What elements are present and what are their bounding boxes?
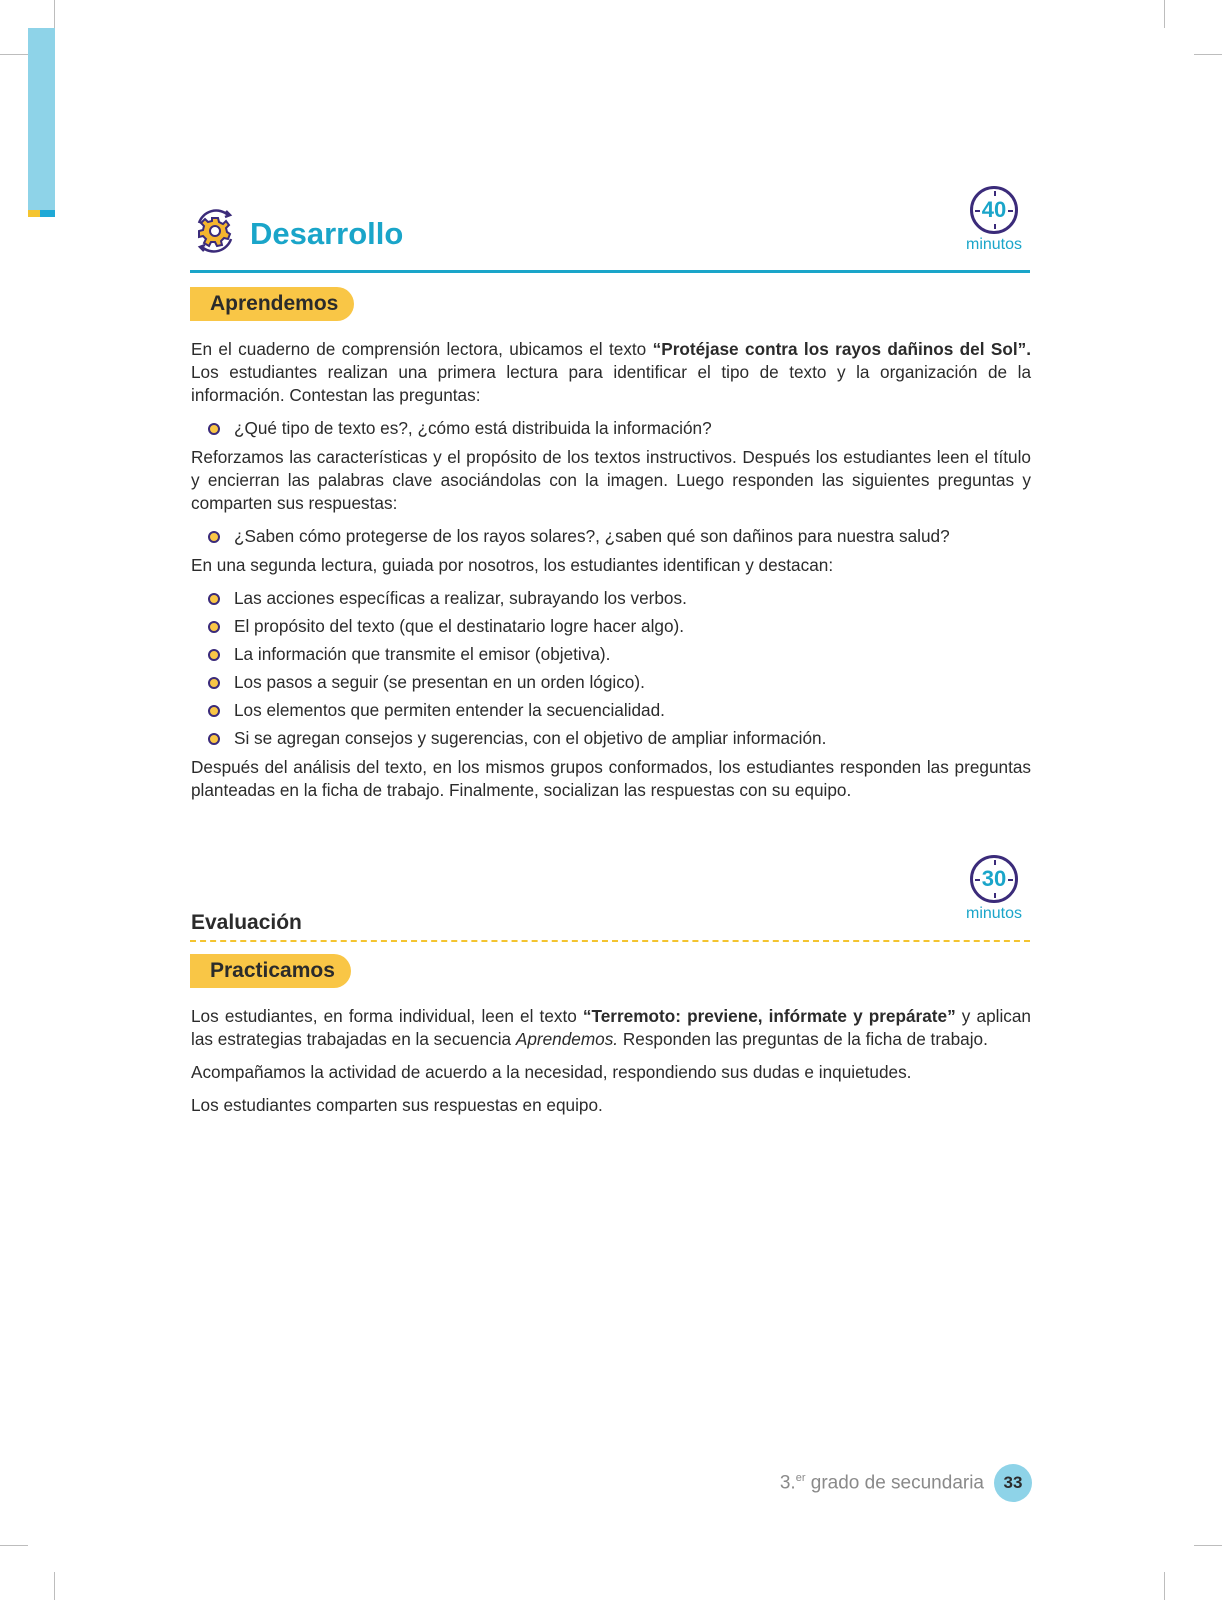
question-list: [191, 525, 1031, 548]
section-divider: [190, 270, 1030, 273]
question-list: [191, 417, 1031, 440]
pill-practicamos: Practicamos: [190, 954, 351, 988]
text-italic: Aprendemos.: [515, 1029, 619, 1049]
text-title-bold: “Protéjase contra los rayos dañinos del Sol”.: [652, 339, 1031, 359]
crop-mark: [1164, 1572, 1165, 1600]
text-run: En el cuaderno de comprensión lectora, ubicamos el texto: [191, 339, 653, 359]
grade-number: 3.: [779, 1472, 796, 1494]
page-footer: [780, 1464, 1032, 1502]
timer-unit: minutos: [965, 236, 1023, 253]
clock-icon: [970, 855, 1018, 903]
side-tab-yellow: [28, 210, 40, 217]
timer-value: 40: [981, 197, 1007, 222]
clock-icon: [970, 186, 1018, 234]
list-item: [191, 727, 1031, 750]
list-item-text: Los pasos a seguir (se presentan en un orden lógico).: [234, 672, 645, 692]
text-run: Responden las preguntas de la ficha de trabajo.: [618, 1029, 988, 1049]
crop-mark: [54, 0, 55, 28]
page-number: 33: [994, 1464, 1032, 1502]
feature-list: [191, 587, 1031, 750]
bullet-icon: [208, 531, 220, 543]
pill-aprendemos: Aprendemos: [190, 287, 354, 321]
paragraph: Acompañamos la actividad de acuerdo a la necesidad, respondiendo sus dudas e inquietudes.: [191, 1062, 912, 1082]
bullet-icon: [208, 705, 220, 717]
list-item: [191, 643, 1031, 666]
list-item-text: Los elementos que permiten entender la secuencialidad.: [234, 700, 665, 720]
list-item: [191, 417, 1031, 440]
paragraph: En una segunda lectura, guiada por nosotros, los estudiantes identifican y destacan:: [191, 555, 834, 575]
bullet-icon: [208, 423, 220, 435]
crop-mark: [1194, 54, 1222, 55]
bullet-icon: [208, 593, 220, 605]
evaluacion-body: [191, 1005, 1031, 1117]
crop-mark: [0, 54, 28, 55]
desarrollo-body: [191, 338, 1031, 802]
bullet-icon: [208, 677, 220, 689]
paragraph: [191, 1005, 1031, 1051]
crop-mark: [1194, 1545, 1222, 1546]
gear-icon: [190, 206, 240, 261]
list-item: [191, 671, 1031, 694]
desarrollo-header: [190, 206, 403, 261]
grade-ordinal: er: [795, 1471, 806, 1484]
list-item-text: La información que transmite el emisor (objetiva).: [234, 644, 611, 664]
side-color-band: [28, 28, 55, 210]
list-item-text: ¿Saben cómo protegerse de los rayos solares?, ¿saben qué son dañinos para nuestra salud?: [234, 526, 950, 546]
paragraph: [191, 338, 1031, 407]
section-title-evaluacion: Evaluación: [191, 911, 302, 934]
list-item-text: Las acciones específicas a realizar, subrayando los verbos.: [234, 588, 687, 608]
bullet-icon: [208, 733, 220, 745]
paragraph: Los estudiantes comparten sus respuestas en equipo.: [191, 1095, 603, 1115]
timer-30: [954, 855, 1034, 923]
text-run: Los estudiantes, en forma individual, leen el texto: [191, 1006, 583, 1026]
section-title-desarrollo: Desarrollo: [250, 215, 404, 251]
timer-value: 30: [981, 866, 1007, 891]
grade-label: [780, 1472, 984, 1494]
list-item-text: Si se agregan consejos y sugerencias, con el objetivo de ampliar información.: [234, 728, 827, 748]
list-item-text: ¿Qué tipo de texto es?, ¿cómo está distribuida la información?: [234, 418, 712, 438]
timer-unit: minutos: [965, 905, 1023, 922]
side-tab-blue: [40, 210, 55, 217]
text-title-bold: “Terremoto: previene, infórmate y prepárate”: [582, 1006, 956, 1026]
bullet-icon: [208, 621, 220, 633]
crop-mark: [0, 1545, 28, 1546]
paragraph: Después del análisis del texto, en los mismos grupos conformados, los estudiantes responden las preguntas planteadas en la ficha de trabajo. Finalmente, socializan las respuestas con su equipo.: [191, 757, 1031, 800]
list-item: [191, 615, 1031, 638]
paragraph: Reforzamos las características y el propósito de los textos instructivos. Después los estudiantes leen el título y encierran las palabras clave asociándolas con la imagen. Luego responden las siguientes preguntas y comparten sus respuestas:: [191, 447, 1031, 513]
text-run: y aplican las estrategias trabajadas en la secuencia: [191, 1006, 1031, 1049]
bullet-icon: [208, 649, 220, 661]
section-divider-dashed: [190, 940, 1030, 942]
timer-40: [954, 186, 1034, 254]
list-item-text: El propósito del texto (que el destinatario logre hacer algo).: [234, 616, 685, 636]
list-item: [191, 699, 1031, 722]
list-item: [191, 587, 1031, 610]
crop-mark: [54, 1572, 55, 1600]
crop-mark: [1164, 0, 1165, 28]
grade-text: grado de secundaria: [805, 1472, 984, 1494]
list-item: [191, 525, 1031, 548]
text-run: Los estudiantes realizan una primera lectura para identificar el tipo de texto y la organización de la información. Contestan las preguntas:: [191, 362, 1031, 405]
